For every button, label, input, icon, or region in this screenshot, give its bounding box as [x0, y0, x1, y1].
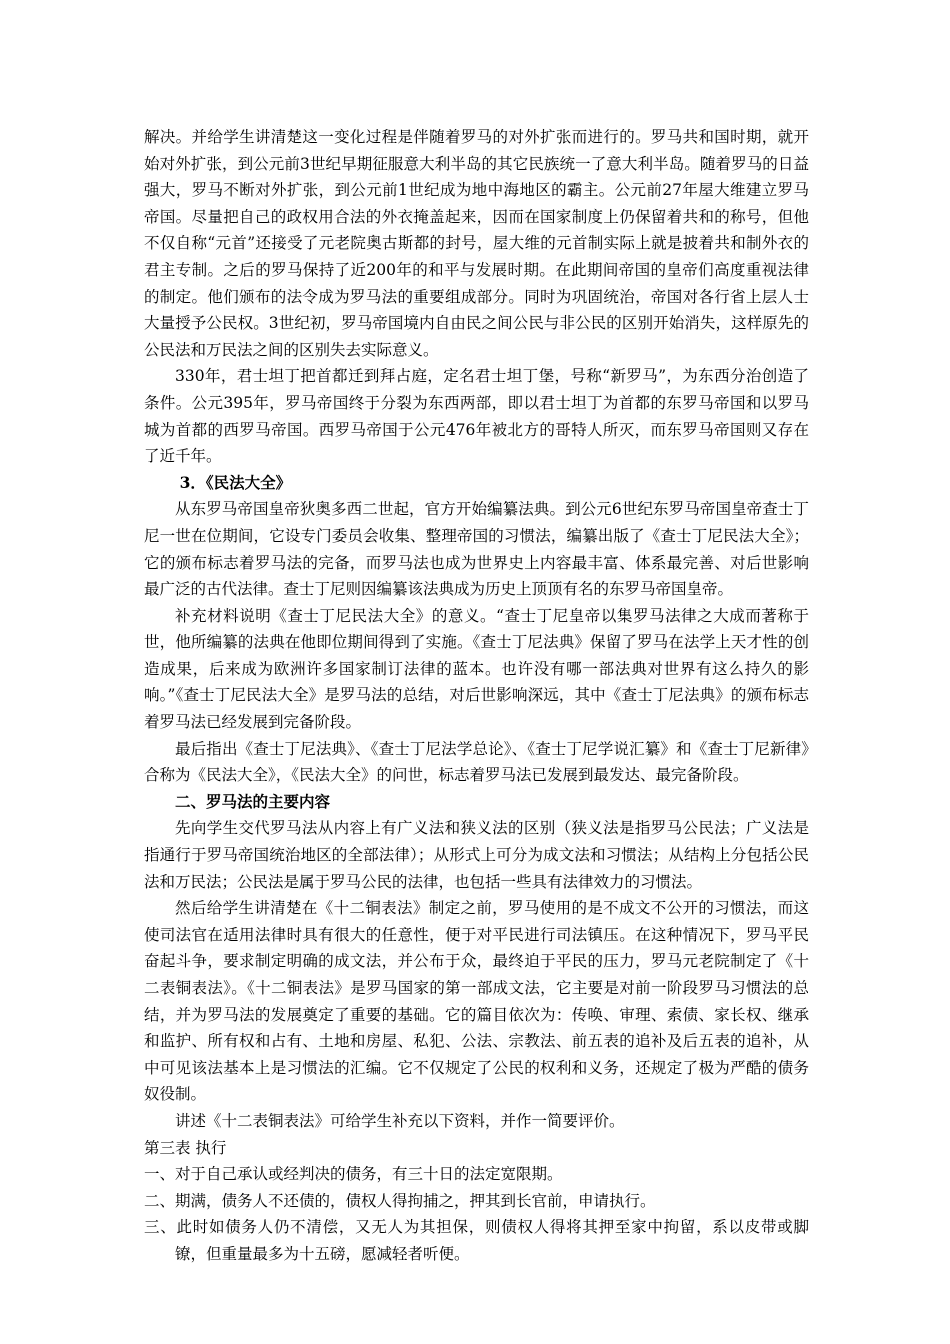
section-heading-main-content: 二、罗马法的主要内容 [175, 791, 331, 811]
section-heading-civil-law-corpus: 3．《民法大全》 [179, 472, 292, 492]
table-three-clause-3: 三、此时如债务人仍不清偿，又无人为其担保，则债权人得将其押至家中拘留，系以皮带或脚镣，但重量最多为十五磅，愿减轻者听便。 [144, 1218, 809, 1263]
paragraph-twelve-tables-materials: 讲述《十二表铜表法》可给学生补充以下资料，并作一简要评价。 [175, 1111, 625, 1130]
paragraph-roman-expansion: 解决。并给学生讲清楚这一变化过程是伴随着罗马的对外扩张而进行的。罗马共和国时期，就开始对外扩张，到公元前3世纪早期征服意大利半岛的其它民族统一了意大利半岛。随着罗马的日益强大，罗马不断对外扩张，到公元前1世纪成为地中海地区的霸主。公元前27年屋大维建立罗马帝国。尽量把自己的政权用合法的外衣掩盖起来，因而在国家制度上仍保留着共和的称号，但他不仅自称“元首”还接受了元老院奥古斯都的封号，屋大维的元首制实际上就是披着共和制外衣的君主专制。之后的罗马保持了近200年的和平与发展时期。在此期间帝国的皇帝们高度重视法律的制定。他们颁布的法令成为罗马法的重要组成部分。同时为巩固统治，帝国对各行省上层人士大量授予公民权。3世纪初，罗马帝国境内自由民之间公民与非公民的区别开始消失，这样原先的公民法和万民法之间的区别失去实际意义。 [144, 128, 809, 359]
paragraph-justinian-codification: 从东罗马帝国皇帝狄奥多西二世起，官方开始编纂法典。到公元6世纪东罗马帝国皇帝查士丁尼一世在位期间，它设专门委员会收集、整理帝国的习惯法，编纂出版了《查士丁尼民法大全》；它的颁布标志着罗马法的完备，而罗马法也成为世界史上内容最丰富、体系最完善、对后世影响最广泛的古代法律。查士丁尼则因编纂该法典成为历史上顶顶有名的东罗马帝国皇帝。 [144, 500, 809, 599]
table-three-title: 第三表 执行 [144, 1138, 227, 1157]
table-three-clause-1: 一、对于自己承认或经判决的债务，有三十日的法定宽限期。 [144, 1165, 563, 1184]
paragraph-constantinople: 330年，君士坦丁把首都迁到拜占庭，定名君士坦丁堡，号称“新罗马”，为东西分治创造了条件。公元395年，罗马帝国终于分裂为东西两部，即以君士坦丁为首都的东罗马帝国和以罗马城为首都的西罗马帝国。西罗马帝国于公元476年被北方的哥特人所灭，而东罗马帝国则又存在了近千年。 [144, 367, 809, 466]
paragraph-law-classification: 先向学生交代罗马法从内容上有广义法和狭义法的区别（狭义法是指罗马公民法；广义法是指通行于罗马帝国统治地区的全部法律）；从形式上可分为成文法和习惯法；从结构上分包括公民法和万民法；公民法是属于罗马公民的法律，也包括一些具有法律效力的习惯法。 [144, 819, 809, 891]
table-three-clause-2: 二、期满，债务人不还债的，债权人得拘捕之，押其到长官前，申请执行。 [144, 1191, 656, 1210]
paragraph-corpus-juris-civilis: 最后指出《查士丁尼法典》、《查士丁尼法学总论》、《查士丁尼学说汇纂》和《查士丁尼新律》合称为《民法大全》，《民法大全》的问世，标志着罗马法已发展到最发达、最完备阶段。 [144, 739, 809, 785]
document-body [144, 124, 809, 1268]
paragraph-supplementary-material: 补充材料说明《查士丁尼民法大全》的意义。“查士丁尼皇帝以集罗马法律之大成而著称于世，他所编纂的法典在他即位期间得到了实施。《查士丁尼法典》保留了罗马在法学上天才性的创造成果，后来成为欧洲许多国家制订法律的蓝本。也许没有哪一部法典对世界有这么持久的影响。”《查士丁尼民法大全》是罗马法的总结，对后世影响深远，其中《查士丁尼法典》的颁布标志着罗马法已经发展到完备阶段。 [144, 606, 809, 732]
paragraph-twelve-tables: 然后给学生讲清楚在《十二铜表法》制定之前，罗马使用的是不成文不公开的习惯法，而这使司法官在适用法律时具有很大的任意性，便于对平民进行司法镇压。在这种情况下，罗马平民奋起斗争，要求制定明确的成文法，并公布于众，最终迫于平民的压力，罗马元老院制定了《十二表铜表法》。《十二铜表法》是罗马国家的第一部成文法，它主要是对前一阶段罗马习惯法的总结，并为罗马法的发展奠定了重要的基础。它的篇目依次为：传唤、审理、索债、家长权、继承和监护、所有权和占有、土地和房屋、私犯、公法、宗教法、前五表的追补及后五表的追补，从中可见该法基本上是习惯法的汇编。它不仅规定了公民的权利和义务，还规定了极为严酷的债务奴役制。 [144, 899, 809, 1104]
